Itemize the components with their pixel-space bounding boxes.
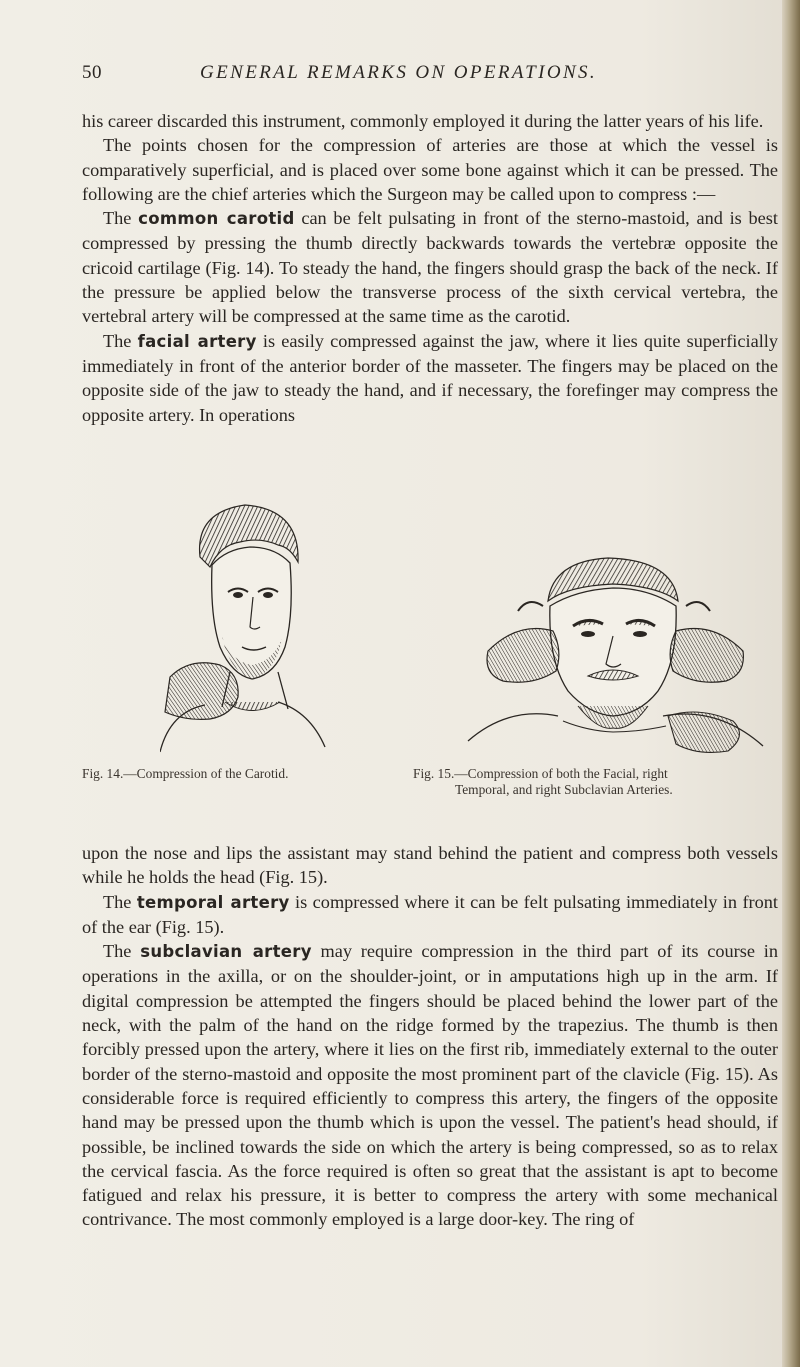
paragraph-subclavian-artery: The subclavian artery may require compression in the third part of its course in operations in the axilla, or on the shoulder-joint, or in amputations high up in the arm. If digital compression be attempted the fingers should be placed behind the lower part of the neck, with the palm of the hand on the ridge formed by the trapezius. The thumb is then forcibly pressed upon the artery, where it lies on the first rib, immediately external to the outer border of the sterno-mastoid and opposite the most prominent part of the clavicle (Fig. 15). As considerable force is required efficiently to compress this artery, the fingers of the opposite hand may be pressed upon the thumb which is upon the vessel. The patient's head should, if possible, be inclined towards the side on which the artery is being compressed, so as to relax the cervical fascia. As the force required is often so great that the assistant is apt to become fatigued and relax his pressure, it is better to compress the artery with some mechanical contrivance. The most commonly employed is a large door-key. The ring of xyxy=(82,941,778,1230)
figure-14-illustration xyxy=(160,497,330,757)
body-text-top xyxy=(82,109,778,427)
term-common-carotid: common carotid xyxy=(138,209,295,229)
paragraph-common-carotid: The common carotid can be felt pulsating in front of the sterno-mastoid, and is best compressed by pressing the thumb directly backwards towards the vertebræ opposite the cricoid cartilage (Fig. 14). To steady the hand, the fingers should grasp the back of the neck. If the pressure be applied below the transverse process of the sixth cervical vertebra, the vertebral artery will be compressed at the same time as the carotid. xyxy=(82,208,778,327)
term-facial-artery: facial artery xyxy=(137,331,257,351)
book-spine-edge xyxy=(782,0,800,1367)
running-title: GENERAL REMARKS ON OPERATIONS. xyxy=(200,62,598,83)
figure-15-illustration xyxy=(448,556,783,761)
figure-15-caption-line-1: Fig. 15.—Compression of both the Facial, right xyxy=(413,766,668,781)
paragraph-compression-points: The points chosen for the compression of arteries are those at which the vessel is comparatively superficial, and is placed over some bone against which it can be pressed. The following are the chief arteries which the Surgeon may be called upon to compress :— xyxy=(82,135,778,204)
term-temporal-artery: temporal artery xyxy=(136,892,290,912)
body-text-bottom xyxy=(82,841,778,1232)
carotid-compression-engraving xyxy=(160,497,330,757)
figure-14-caption: Fig. 14.—Compression of the Carotid. xyxy=(82,766,289,781)
paragraph-facial-artery: The facial artery is easily compressed against the jaw, where it lies quite superficially immediately in front of the anterior border of the masseter. The fingers may be placed on the opposite side of the jaw to steady the hand, and if necessary, the forefinger may compress the opposite artery. In operations xyxy=(82,330,778,425)
figure-15-caption xyxy=(413,766,779,798)
paragraph-temporal-artery: The temporal artery is compressed where it can be felt pulsating immediately in front of the ear (Fig. 15). xyxy=(82,891,778,937)
term-subclavian-artery: subclavian artery xyxy=(140,942,312,962)
facial-temporal-subclavian-compression-engraving xyxy=(448,556,783,761)
figure-15-caption-line-2: Temporal, and right Subclavian Arteries. xyxy=(455,782,673,797)
running-head xyxy=(82,62,782,92)
paragraph-continuation: his career discarded this instrument, commonly employed it during the latter years of his life. xyxy=(82,111,764,131)
page-number: 50 xyxy=(82,62,102,83)
paragraph-operations-nose-lips: upon the nose and lips the assistant may stand behind the patient and compress both vessels while he holds the head (Fig. 15). xyxy=(82,843,778,888)
